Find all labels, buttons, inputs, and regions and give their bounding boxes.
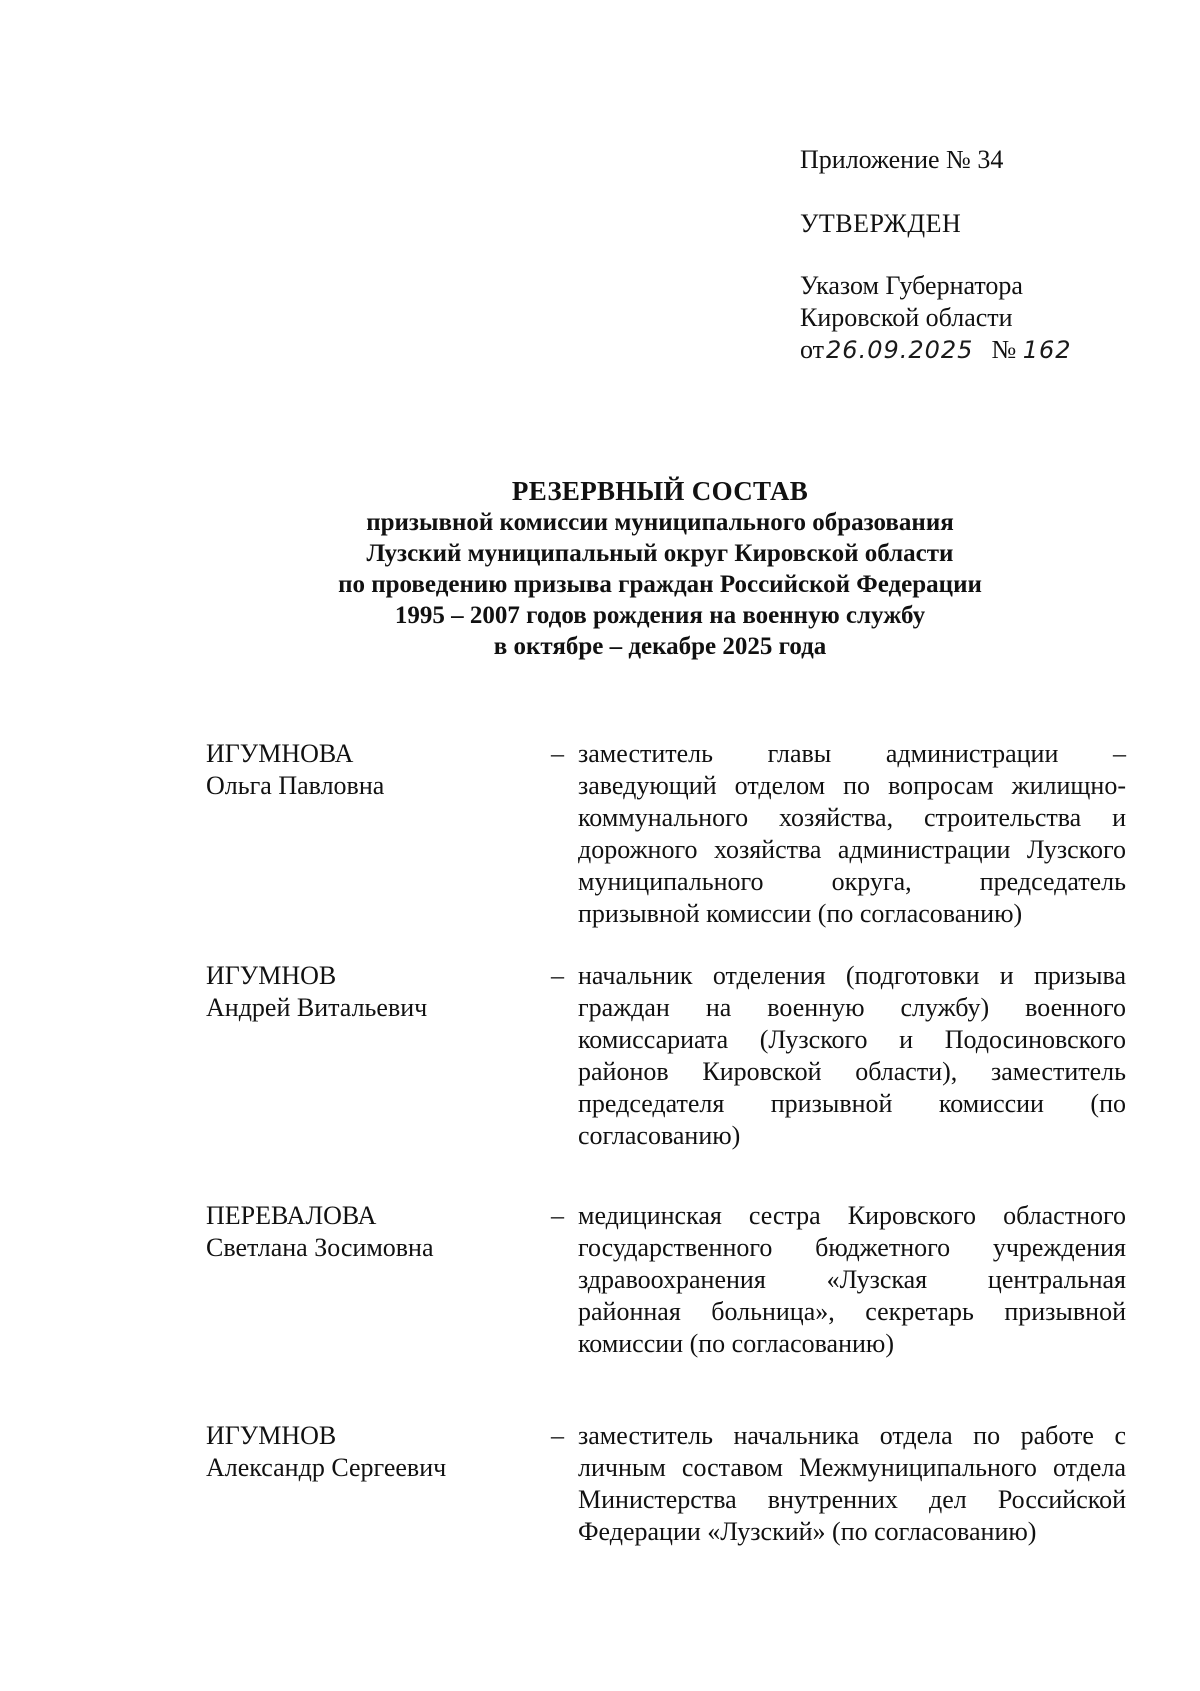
decree-line-2: Кировской области (800, 303, 1013, 332)
member-person (206, 960, 551, 1152)
member-surname: ИГУМНОВА (206, 739, 354, 768)
member-dash: – (551, 739, 564, 768)
decree-date-line (800, 334, 1160, 366)
member-entry (206, 738, 1126, 930)
title-main: РЕЗЕРВНЫЙ СОСТАВ (511, 476, 809, 506)
title-line-4: 1995 – 2007 годов рождения на военную службу (394, 602, 926, 629)
member-dash: – (551, 1421, 564, 1450)
member-person (206, 738, 551, 930)
member-surname: ИГУМНОВ (206, 961, 337, 990)
title-line-5: в октябре – декабре 2025 года (493, 633, 827, 660)
member-person (206, 1420, 551, 1548)
member-entry (206, 1200, 1126, 1360)
member-surname: ИГУМНОВ (206, 1421, 337, 1450)
number-label: № (991, 335, 1017, 364)
document-title (150, 476, 1170, 662)
member-role: заместитель главы администрации – заведующий отделом по вопросам жилищно-коммунального хозяйства, строительства и дорожного хозяйства администрации Лузского муниципального округа, председатель призывной комиссии (по согласованию) (578, 739, 1126, 928)
decree-line-1: Указом Губернатора (800, 271, 1023, 300)
title-line-2: Лузский муниципальный округ Кировской области (366, 540, 954, 567)
title-line-1: призывной комиссии муниципального образования (366, 509, 954, 536)
handwritten-date: 26.09.2025 (826, 336, 974, 364)
members-list (206, 738, 1126, 1548)
member-role: заместитель начальника отдела по работе с личным составом Межмуниципального отдела Министерства внутренних дел Российской Федерации «Лузский» (по согласованию) (578, 1421, 1126, 1546)
member-entry (206, 960, 1126, 1152)
from-label: от (800, 335, 825, 364)
member-dash: – (551, 1201, 564, 1230)
member-given-name: Александр Сергеевич (206, 1453, 447, 1482)
handwritten-number: 162 (1022, 336, 1072, 364)
member-entry (206, 1420, 1126, 1548)
approval-block (800, 144, 1160, 366)
member-role: начальник отделения (подготовки и призыва граждан на военную службу) военного комиссариата (Лузского и Подосиновского районов Кировской области), заместитель председателя призывной комиссии (по согласованию) (578, 961, 1126, 1150)
member-person (206, 1200, 551, 1360)
member-given-name: Светлана Зосимовна (206, 1233, 434, 1262)
member-role: медицинская сестра Кировского областного государственного бюджетного учреждения здравоохранения «Лузская центральная районная больница», секретарь призывной комиссии (по согласованию) (578, 1201, 1126, 1358)
member-given-name: Ольга Павловна (206, 771, 385, 800)
member-dash: – (551, 961, 564, 990)
member-surname: ПЕРЕВАЛОВА (206, 1201, 377, 1230)
approved-heading: УТВЕРЖДЕН (800, 209, 962, 238)
annex-number: Приложение № 34 (800, 145, 1004, 174)
title-line-3: по проведению призыва граждан Российской Федерации (338, 571, 982, 598)
member-given-name: Андрей Витальевич (206, 993, 428, 1022)
